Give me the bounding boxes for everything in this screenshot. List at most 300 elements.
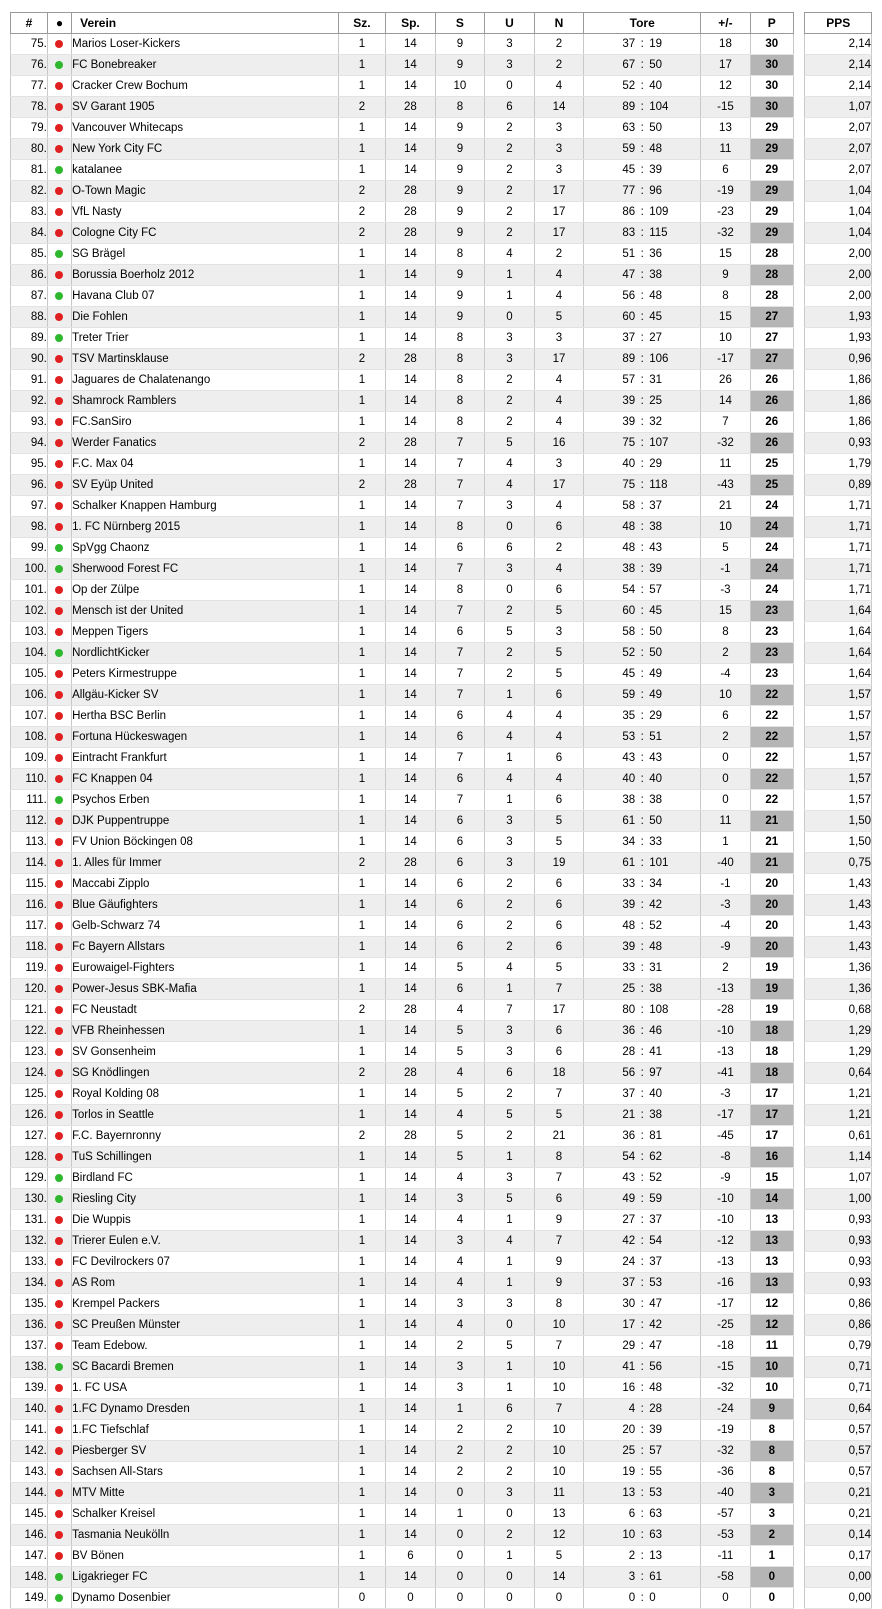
table-row[interactable] — [11, 874, 872, 895]
table-row[interactable] — [11, 160, 872, 181]
status-dot-red-icon — [55, 754, 63, 762]
row-goal-difference: -4 — [701, 664, 751, 685]
row-goals — [584, 937, 701, 958]
table-row[interactable] — [11, 1357, 872, 1378]
row-team-name[interactable]: Vancouver Whitecaps — [72, 118, 339, 139]
row-goals — [584, 1441, 701, 1462]
row-team-name[interactable]: Team Edebow. — [72, 1336, 339, 1357]
table-row[interactable] — [11, 559, 872, 580]
row-team-name[interactable]: FC Neustadt — [72, 1000, 339, 1021]
row-spacer — [793, 811, 805, 832]
table-row[interactable] — [11, 1420, 872, 1441]
table-row[interactable] — [11, 433, 872, 454]
row-team-name[interactable]: FV Union Böckingen 08 — [72, 832, 339, 853]
table-row[interactable] — [11, 1483, 872, 1504]
table-row[interactable] — [11, 1378, 872, 1399]
row-spacer — [793, 1399, 805, 1420]
row-draws: 4 — [485, 454, 535, 475]
row-goals — [584, 286, 701, 307]
row-seasons: 1 — [338, 937, 385, 958]
row-goals-against: 33 — [649, 836, 662, 848]
row-team-name[interactable]: Fortuna Hückeswagen — [72, 727, 339, 748]
row-seasons: 1 — [338, 55, 385, 76]
row-team-name[interactable]: FC Bonebreaker — [72, 55, 339, 76]
row-goals-against: 101 — [649, 857, 669, 869]
row-points: 18 — [750, 1063, 793, 1084]
row-goal-difference: -3 — [701, 895, 751, 916]
table-row[interactable] — [11, 601, 872, 622]
row-team-name[interactable]: Treter Trier — [72, 328, 339, 349]
row-rank: 133. — [11, 1252, 48, 1273]
table-row[interactable] — [11, 706, 872, 727]
row-goals-separator: : — [640, 584, 644, 596]
row-goals-inner — [596, 118, 688, 138]
table-row[interactable] — [11, 769, 872, 790]
row-team-name[interactable]: katalanee — [72, 160, 339, 181]
row-seasons: 1 — [338, 622, 385, 643]
row-points: 29 — [750, 160, 793, 181]
row-draws: 3 — [485, 55, 535, 76]
row-team-name[interactable]: BV Bönen — [72, 1546, 339, 1567]
row-team-name[interactable]: SV Garant 1905 — [72, 97, 339, 118]
row-team-name[interactable]: Schalker Kreisel — [72, 1504, 339, 1525]
row-draws: 0 — [485, 1567, 535, 1588]
column-header-pps[interactable]: PPS — [805, 13, 872, 34]
table-row[interactable] — [11, 1588, 872, 1609]
row-rank: 135. — [11, 1294, 48, 1315]
table-row[interactable] — [11, 811, 872, 832]
table-row[interactable] — [11, 1336, 872, 1357]
row-team-name[interactable]: New York City FC — [72, 139, 339, 160]
column-header-marker[interactable]: ● — [47, 13, 71, 34]
row-pps: 1,21 — [805, 1084, 872, 1105]
row-team-name[interactable]: Dynamo Dosenbier — [72, 1588, 339, 1609]
row-goals-inner — [596, 706, 688, 726]
table-row[interactable] — [11, 643, 872, 664]
row-pps: 2,07 — [805, 160, 872, 181]
table-row[interactable] — [11, 286, 872, 307]
table-row[interactable] — [11, 664, 872, 685]
row-team-name[interactable]: SG Knödlingen — [72, 1063, 339, 1084]
row-team-name[interactable]: Peters Kirmestruppe — [72, 664, 339, 685]
row-goal-difference: 17 — [701, 55, 751, 76]
row-team-name[interactable]: SC Bacardi Bremen — [72, 1357, 339, 1378]
table-row[interactable] — [11, 1504, 872, 1525]
table-row[interactable] — [11, 1399, 872, 1420]
row-pps: 2,00 — [805, 244, 872, 265]
row-team-name[interactable]: Marios Loser-Kickers — [72, 34, 339, 55]
row-team-name[interactable]: Gelb-Schwarz 74 — [72, 916, 339, 937]
row-rank: 126. — [11, 1105, 48, 1126]
row-draws: 6 — [485, 97, 535, 118]
status-dot-green-icon — [55, 565, 63, 573]
row-team-name[interactable]: Torlos in Seattle — [72, 1105, 339, 1126]
column-header-draws[interactable]: U — [485, 13, 535, 34]
row-draws: 2 — [485, 202, 535, 223]
table-row[interactable] — [11, 97, 872, 118]
table-row[interactable] — [11, 475, 872, 496]
row-losses: 17 — [534, 181, 584, 202]
table-row[interactable] — [11, 1063, 872, 1084]
row-team-name[interactable]: 1. Alles für Immer — [72, 853, 339, 874]
table-row[interactable] — [11, 1210, 872, 1231]
row-pps: 1,64 — [805, 622, 872, 643]
row-goals — [584, 790, 701, 811]
row-spacer — [793, 916, 805, 937]
table-row[interactable] — [11, 895, 872, 916]
row-rank: 122. — [11, 1021, 48, 1042]
row-team-name[interactable]: F.C. Bayernronny — [72, 1126, 339, 1147]
row-team-name[interactable]: O-Town Magic — [72, 181, 339, 202]
row-team-name[interactable]: VFB Rheinhessen — [72, 1021, 339, 1042]
row-seasons: 1 — [338, 1273, 385, 1294]
row-team-name[interactable]: 1. FC Nürnberg 2015 — [72, 517, 339, 538]
status-dot-red-icon — [55, 439, 63, 447]
row-team-name[interactable]: Die Fohlen — [72, 307, 339, 328]
table-row[interactable] — [11, 538, 872, 559]
row-team-name[interactable]: Die Wuppis — [72, 1210, 339, 1231]
row-team-name[interactable]: 1. FC USA — [72, 1378, 339, 1399]
row-draws: 5 — [485, 1336, 535, 1357]
row-team-name[interactable]: FC Knappen 04 — [72, 769, 339, 790]
table-row[interactable] — [11, 916, 872, 937]
row-goals — [584, 370, 701, 391]
row-goals-inner — [596, 1441, 688, 1461]
table-row[interactable] — [11, 1252, 872, 1273]
row-rank: 118. — [11, 937, 48, 958]
table-row[interactable] — [11, 139, 872, 160]
row-goals-separator: : — [640, 227, 644, 239]
table-row[interactable] — [11, 244, 872, 265]
table-row[interactable] — [11, 181, 872, 202]
table-row[interactable] — [11, 1315, 872, 1336]
row-goals-against: 37 — [649, 1256, 662, 1268]
row-team-name[interactable]: Schalker Knappen Hamburg — [72, 496, 339, 517]
table-row[interactable] — [11, 1189, 872, 1210]
row-goals-for: 60 — [622, 311, 636, 323]
row-team-name[interactable]: DJK Puppentruppe — [72, 811, 339, 832]
row-seasons: 1 — [338, 1021, 385, 1042]
table-row[interactable] — [11, 748, 872, 769]
row-goals — [584, 55, 701, 76]
row-draws: 4 — [485, 706, 535, 727]
row-losses: 17 — [534, 202, 584, 223]
table-row[interactable] — [11, 34, 872, 55]
row-goals-inner — [596, 1294, 688, 1314]
row-rank: 121. — [11, 1000, 48, 1021]
row-team-name[interactable]: Meppen Tigers — [72, 622, 339, 643]
row-team-name[interactable]: SG Brägel — [72, 244, 339, 265]
row-goals-separator: : — [640, 374, 644, 386]
row-team-name[interactable]: TuS Schillingen — [72, 1147, 339, 1168]
status-dot-red-icon — [55, 1489, 63, 1497]
row-draws: 4 — [485, 958, 535, 979]
row-goals-separator: : — [640, 311, 644, 323]
table-row[interactable] — [11, 328, 872, 349]
table-row[interactable] — [11, 1273, 872, 1294]
row-goals-inner — [596, 1315, 688, 1335]
table-row[interactable] — [11, 1042, 872, 1063]
row-team-name[interactable]: Hertha BSC Berlin — [72, 706, 339, 727]
row-team-name[interactable]: SC Preußen Münster — [72, 1315, 339, 1336]
row-team-name[interactable]: Krempel Packers — [72, 1294, 339, 1315]
row-points: 13 — [750, 1252, 793, 1273]
row-rank: 108. — [11, 727, 48, 748]
row-goals-against: 63 — [649, 1508, 662, 1520]
row-team-name[interactable]: Cologne City FC — [72, 223, 339, 244]
row-team-name[interactable]: Cracker Crew Bochum — [72, 76, 339, 97]
row-team-name[interactable]: Piesberger SV — [72, 1441, 339, 1462]
table-row[interactable] — [11, 853, 872, 874]
table-row[interactable] — [11, 727, 872, 748]
table-row[interactable] — [11, 1126, 872, 1147]
row-goals-inner — [596, 1357, 688, 1377]
row-goals-against: 45 — [649, 605, 662, 617]
row-team-name[interactable]: Werder Fanatics — [72, 433, 339, 454]
row-goals-separator: : — [640, 1235, 644, 1247]
row-team-name[interactable]: Allgäu-Kicker SV — [72, 685, 339, 706]
row-seasons: 1 — [338, 307, 385, 328]
row-matches: 28 — [386, 97, 436, 118]
column-header-team[interactable]: Verein — [72, 13, 339, 34]
row-rank: 91. — [11, 370, 48, 391]
status-dot-green-icon — [55, 1573, 63, 1581]
row-points: 28 — [750, 265, 793, 286]
table-row[interactable] — [11, 1231, 872, 1252]
table-row[interactable] — [11, 307, 872, 328]
row-team-name[interactable]: Power-Jesus SBK-Mafia — [72, 979, 339, 1000]
table-row[interactable] — [11, 118, 872, 139]
row-wins: 3 — [435, 1378, 485, 1399]
row-goals-against: 37 — [649, 1214, 662, 1226]
row-goals-against: 39 — [649, 1424, 662, 1436]
column-header-points[interactable]: P — [750, 13, 793, 34]
row-pps: 1,57 — [805, 685, 872, 706]
row-team-name[interactable]: 1.FC Tiefschlaf — [72, 1420, 339, 1441]
row-goals-for: 75 — [622, 437, 636, 449]
row-team-name[interactable]: Blue Gäufighters — [72, 895, 339, 916]
table-row[interactable] — [11, 55, 872, 76]
row-team-name[interactable]: Borussia Boerholz 2012 — [72, 265, 339, 286]
row-team-name[interactable]: Havana Club 07 — [72, 286, 339, 307]
row-wins: 6 — [435, 727, 485, 748]
row-goals-inner — [596, 244, 688, 264]
table-row[interactable] — [11, 517, 872, 538]
column-header-rank[interactable]: # — [11, 13, 48, 34]
row-goals — [584, 202, 701, 223]
row-seasons: 1 — [338, 979, 385, 1000]
table-row[interactable] — [11, 937, 872, 958]
table-row[interactable] — [11, 1525, 872, 1546]
table-row[interactable] — [11, 1000, 872, 1021]
row-team-name[interactable]: F.C. Max 04 — [72, 454, 339, 475]
row-goals-separator: : — [640, 206, 644, 218]
row-matches: 14 — [386, 769, 436, 790]
row-team-name[interactable]: TSV Martinsklause — [72, 349, 339, 370]
row-team-name[interactable]: Fc Bayern Allstars — [72, 937, 339, 958]
table-row[interactable] — [11, 223, 872, 244]
row-team-name[interactable]: 1.FC Dynamo Dresden — [72, 1399, 339, 1420]
column-header-matches[interactable]: Sp. — [386, 13, 436, 34]
row-goals-inner — [596, 1504, 688, 1524]
row-matches: 28 — [386, 1063, 436, 1084]
row-team-name[interactable]: Sherwood Forest FC — [72, 559, 339, 580]
table-row[interactable] — [11, 1567, 872, 1588]
table-row[interactable] — [11, 1147, 872, 1168]
table-row[interactable] — [11, 685, 872, 706]
row-team-name[interactable]: SpVgg Chaonz — [72, 538, 339, 559]
row-wins: 4 — [435, 1315, 485, 1336]
row-team-name[interactable]: Sachsen All-Stars — [72, 1462, 339, 1483]
table-row[interactable] — [11, 1021, 872, 1042]
row-pps: 0,93 — [805, 1210, 872, 1231]
row-goals-separator: : — [640, 1277, 644, 1289]
row-team-name[interactable]: Birdland FC — [72, 1168, 339, 1189]
row-pps: 2,07 — [805, 118, 872, 139]
table-row[interactable] — [11, 1462, 872, 1483]
status-dot-red-icon — [55, 208, 63, 216]
row-team-name[interactable]: SV Eyüp United — [72, 475, 339, 496]
row-goals-for: 52 — [622, 647, 636, 659]
row-team-name[interactable]: Riesling City — [72, 1189, 339, 1210]
row-team-name[interactable]: Shamrock Ramblers — [72, 391, 339, 412]
row-goals-for: 54 — [622, 1151, 636, 1163]
table-row[interactable] — [11, 1294, 872, 1315]
status-dot-red-icon — [55, 82, 63, 90]
table-row[interactable] — [11, 496, 872, 517]
row-losses: 9 — [534, 1273, 584, 1294]
row-spacer — [793, 1105, 805, 1126]
column-header-goals[interactable]: Tore — [584, 13, 701, 34]
row-team-name[interactable]: FC.SanSiro — [72, 412, 339, 433]
row-goals — [584, 1105, 701, 1126]
row-points: 16 — [750, 1147, 793, 1168]
row-wins: 7 — [435, 601, 485, 622]
column-header-wins[interactable]: S — [435, 13, 485, 34]
row-goal-difference: 6 — [701, 706, 751, 727]
row-goals-for: 61 — [622, 815, 636, 827]
row-goals-against: 96 — [649, 185, 662, 197]
row-losses: 8 — [534, 1294, 584, 1315]
row-team-name[interactable]: Trierer Eulen e.V. — [72, 1231, 339, 1252]
row-goals-for: 19 — [622, 1466, 636, 1478]
row-goals-against: 118 — [649, 479, 668, 491]
column-header-goal-difference[interactable]: +/- — [701, 13, 751, 34]
table-row[interactable] — [11, 1168, 872, 1189]
row-goals-against: 59 — [649, 1193, 662, 1205]
row-team-name[interactable]: Royal Kolding 08 — [72, 1084, 339, 1105]
row-rank: 131. — [11, 1210, 48, 1231]
row-goals-against: 19 — [649, 38, 662, 50]
row-goals-inner — [596, 1546, 688, 1566]
row-spacer — [793, 958, 805, 979]
table-row[interactable] — [11, 391, 872, 412]
row-points: 23 — [750, 664, 793, 685]
table-row[interactable] — [11, 454, 872, 475]
table-row[interactable] — [11, 580, 872, 601]
row-team-name[interactable]: Tasmania Neukölln — [72, 1525, 339, 1546]
row-goal-difference: 5 — [701, 538, 751, 559]
row-seasons: 2 — [338, 223, 385, 244]
row-goals-against: 43 — [649, 752, 662, 764]
table-row[interactable] — [11, 1105, 872, 1126]
row-wins: 8 — [435, 349, 485, 370]
row-losses: 10 — [534, 1357, 584, 1378]
table-row[interactable] — [11, 349, 872, 370]
row-spacer — [793, 769, 805, 790]
row-matches: 14 — [386, 1441, 436, 1462]
row-team-name[interactable]: Psychos Erben — [72, 790, 339, 811]
row-team-name[interactable]: AS Rom — [72, 1273, 339, 1294]
row-goals-separator: : — [640, 38, 644, 50]
table-row[interactable] — [11, 979, 872, 1000]
row-goals — [584, 1126, 701, 1147]
table-row[interactable] — [11, 790, 872, 811]
row-team-name[interactable]: FC Devilrockers 07 — [72, 1252, 339, 1273]
table-row[interactable] — [11, 265, 872, 286]
table-row[interactable] — [11, 832, 872, 853]
row-spacer — [793, 685, 805, 706]
table-row[interactable] — [11, 370, 872, 391]
row-seasons: 1 — [338, 874, 385, 895]
row-team-name[interactable]: Op der Zülpe — [72, 580, 339, 601]
table-row[interactable] — [11, 76, 872, 97]
row-team-name[interactable]: NordlichtKicker — [72, 643, 339, 664]
row-rank: 89. — [11, 328, 48, 349]
row-pps: 0,93 — [805, 433, 872, 454]
row-draws: 3 — [485, 1168, 535, 1189]
table-row[interactable] — [11, 202, 872, 223]
row-goals-separator: : — [640, 1256, 644, 1268]
row-goal-difference: -36 — [701, 1462, 751, 1483]
row-wins: 4 — [435, 1252, 485, 1273]
status-marker-cell — [47, 853, 71, 874]
row-draws: 0 — [485, 1504, 535, 1525]
row-goals — [584, 1021, 701, 1042]
row-losses: 17 — [534, 475, 584, 496]
status-marker-cell — [47, 1399, 71, 1420]
row-seasons: 1 — [338, 832, 385, 853]
row-goals — [584, 1567, 701, 1588]
row-matches: 14 — [386, 307, 436, 328]
row-goals-inner — [596, 391, 688, 411]
row-draws: 2 — [485, 139, 535, 160]
table-row[interactable] — [11, 958, 872, 979]
row-team-name[interactable]: Ligakrieger FC — [72, 1567, 339, 1588]
table-row[interactable] — [11, 1084, 872, 1105]
row-team-name[interactable]: VfL Nasty — [72, 202, 339, 223]
row-team-name[interactable]: Mensch ist der United — [72, 601, 339, 622]
column-header-losses[interactable]: N — [534, 13, 584, 34]
table-row[interactable] — [11, 1546, 872, 1567]
row-team-name[interactable]: Maccabi Zipplo — [72, 874, 339, 895]
row-wins: 2 — [435, 1462, 485, 1483]
row-team-name[interactable]: Eintracht Frankfurt — [72, 748, 339, 769]
row-pps: 1,43 — [805, 895, 872, 916]
row-team-name[interactable]: MTV Mitte — [72, 1483, 339, 1504]
row-points: 26 — [750, 370, 793, 391]
column-header-seasons[interactable]: Sz. — [338, 13, 385, 34]
row-team-name[interactable]: Eurowaigel-Fighters — [72, 958, 339, 979]
row-team-name[interactable]: Jaguares de Chalatenango — [72, 370, 339, 391]
row-losses: 7 — [534, 1336, 584, 1357]
row-team-name[interactable]: SV Gonsenheim — [72, 1042, 339, 1063]
table-row[interactable] — [11, 1441, 872, 1462]
table-row[interactable] — [11, 412, 872, 433]
row-rank: 85. — [11, 244, 48, 265]
row-spacer — [793, 1504, 805, 1525]
table-row[interactable] — [11, 622, 872, 643]
